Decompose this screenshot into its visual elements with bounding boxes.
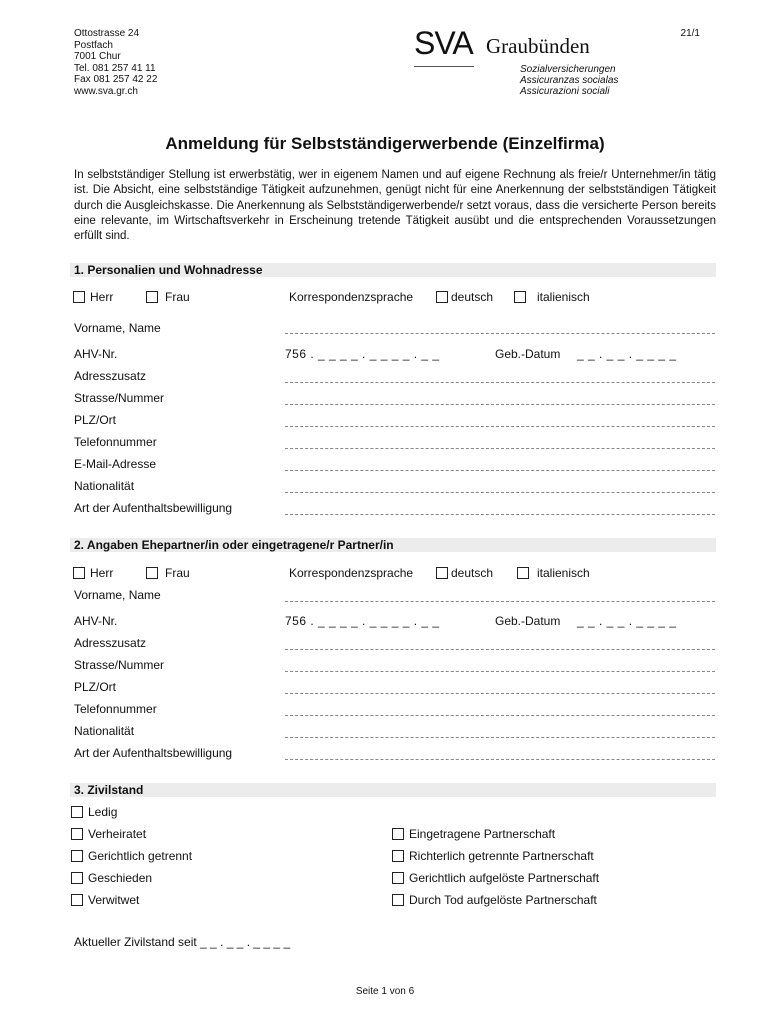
geschieden-checkbox[interactable] [71,872,83,884]
partner-frau-checkbox[interactable] [146,567,158,579]
partner-italienisch-checkbox[interactable] [517,567,529,579]
tod-aufgeloest-label: Durch Tod aufgelöste Partnerschaft [409,893,597,907]
partner-korrespondenzsprache-label: Korrespondenzsprache [289,566,414,580]
adresszusatz-field[interactable] [285,382,715,383]
ahv-label: AHV-Nr. [74,347,118,361]
aufenthalt-field[interactable] [285,514,715,515]
partner-ahv-label: AHV-Nr. [74,614,118,628]
ledig-label: Ledig [88,805,118,819]
vorname-label: Vorname, Name [74,321,161,335]
deutsch-label: deutsch [451,290,494,304]
logo-divider [414,66,474,67]
address-line: www.sva.gr.ch [74,85,138,97]
ledig-checkbox[interactable] [71,806,83,818]
frau-checkbox[interactable] [146,291,158,303]
page-code: 21/1 [680,28,700,39]
partner-strasse-label: Strasse/Nummer [74,658,165,672]
page-number: Seite 1 von 6 [355,986,415,997]
herr-label: Herr [90,290,114,304]
richterlich-getrennt-label: Richterlich getrennte Partnerschaft [409,849,594,863]
partner-nationalitaet-label: Nationalität [74,724,135,738]
section-1-heading: 1. Personalien und Wohnadresse [70,263,716,277]
address-line: 7001 Chur [74,51,121,63]
richterlich-getrennt-checkbox[interactable] [392,850,404,862]
logo-subtitle [520,64,618,97]
partner-vorname-label: Vorname, Name [74,588,161,602]
strasse-field[interactable] [285,404,715,405]
address-line: Tel. 081 257 41 11 [74,62,156,74]
partner-vorname-field[interactable] [285,601,715,602]
adresszusatz-label: Adresszusatz [74,369,147,383]
telefon-field[interactable] [285,448,715,449]
ahv-field[interactable]: 756 . _ _ _ _ . _ _ _ _ . _ _ [285,347,440,361]
verheiratet-checkbox[interactable] [71,828,83,840]
partner-telefon-field[interactable] [285,715,715,716]
aufenthalt-label: Art der Aufenthaltsbewilligung [74,501,233,515]
partner-frau-label: Frau [165,566,190,580]
address-line: Postfach [74,39,113,51]
section-3-heading: 3. Zivilstand [70,783,716,797]
partner-adresszusatz-label: Adresszusatz [74,636,147,650]
italienisch-label: italienisch [537,290,590,304]
address-line: Ottostrasse 24 [74,28,140,39]
plz-ort-label: PLZ/Ort [74,413,117,427]
partner-herr-checkbox[interactable] [73,567,85,579]
partner-ahv-field[interactable]: 756 . _ _ _ _ . _ _ _ _ . _ _ [285,614,440,628]
address-line: Fax 081 257 42 22 [74,74,158,86]
logo-subtitle-line: Sozialversicherungen [520,64,616,75]
form-title: Anmeldung für Selbstständigerwerbende (Einzelfirma) [165,134,605,153]
verwitwet-label: Verwitwet [88,893,140,907]
email-label: E-Mail-Adresse [74,457,157,471]
partner-geb-datum-label: Geb.-Datum [495,614,561,628]
partner-deutsch-label: deutsch [451,566,494,580]
geb-datum-label: Geb.-Datum [495,347,561,361]
email-field[interactable] [285,470,715,471]
section-2-heading: 2. Angaben Ehepartner/in oder eingetragene/r Partner/in [70,538,716,552]
partner-deutsch-checkbox[interactable] [436,567,448,579]
logo-subtitle-line: Assicurazioni sociali [520,86,610,97]
partner-nationalitaet-field[interactable] [285,737,715,738]
tod-aufgeloest-checkbox[interactable] [392,894,404,906]
logo-region-text: Graubünden [486,34,590,58]
italienisch-checkbox[interactable] [514,291,526,303]
gerichtlich-aufgeloest-checkbox[interactable] [392,872,404,884]
gerichtlich-getrennt-label: Gerichtlich getrennt [88,849,193,863]
gerichtlich-aufgeloest-label: Gerichtlich aufgelöste Partnerschaft [409,871,600,885]
logo-sva-text: SVA [414,25,473,61]
eingetragene-partnerschaft-label: Eingetragene Partnerschaft [409,827,556,841]
sender-address [74,28,157,98]
partner-herr-label: Herr [90,566,114,580]
partner-plz-ort-label: PLZ/Ort [74,680,117,694]
geb-datum-field[interactable]: _ _ . _ _ . _ _ _ _ [577,347,677,361]
logo-subtitle-line: Assicuranzas socialas [520,75,619,86]
zivilstand-seit-field[interactable]: Aktueller Zivilstand seit _ _ . _ _ . _ _ _ _ [74,935,291,949]
partner-strasse-field[interactable] [285,671,715,672]
partner-geb-datum-field[interactable]: _ _ . _ _ . _ _ _ _ [577,614,677,628]
verwitwet-checkbox[interactable] [71,894,83,906]
deutsch-checkbox[interactable] [436,291,448,303]
telefon-label: Telefonnummer [74,435,157,449]
partner-aufenthalt-label: Art der Aufenthaltsbewilligung [74,746,233,760]
korrespondenzsprache-label: Korrespondenzsprache [289,290,414,304]
strasse-label: Strasse/Nummer [74,391,165,405]
verheiratet-label: Verheiratet [88,827,147,841]
frau-label: Frau [165,290,190,304]
partner-plz-ort-field[interactable] [285,693,715,694]
partner-aufenthalt-field[interactable] [285,759,715,760]
vorname-field[interactable] [285,333,715,334]
partner-adresszusatz-field[interactable] [285,649,715,650]
plz-ort-field[interactable] [285,426,715,427]
nationalitaet-label: Nationalität [74,479,135,493]
gerichtlich-getrennt-checkbox[interactable] [71,850,83,862]
partner-telefon-label: Telefonnummer [74,702,157,716]
partner-italienisch-label: italienisch [537,566,590,580]
eingetragene-partnerschaft-checkbox[interactable] [392,828,404,840]
intro-paragraph: In selbstständiger Stellung ist erwerbstätig, wer in eigenem Namen und auf eigene Rechnung als freie/r Unternehmer/in tätig ist. Die Absicht, eine selbstständige Tätigkeit aufzunehmen, genügt nicht für eine Anerkennung der selbstständigen Tätigkeit durch die Ausgleichskasse. Die Anerkennung als Selbstständigerwerbende/r setzt voraus, dass die versicherte Person bereits eine relevante, im Wirtschaftsverkehr in Erscheinung tretende Tätigkeit ausübt und die entsprechenden Voraussetzungen erfüllt sind. [74,169,716,243]
sva-logo [414,26,624,100]
nationalitaet-field[interactable] [285,492,715,493]
geschieden-label: Geschieden [88,871,153,885]
herr-checkbox[interactable] [73,291,85,303]
